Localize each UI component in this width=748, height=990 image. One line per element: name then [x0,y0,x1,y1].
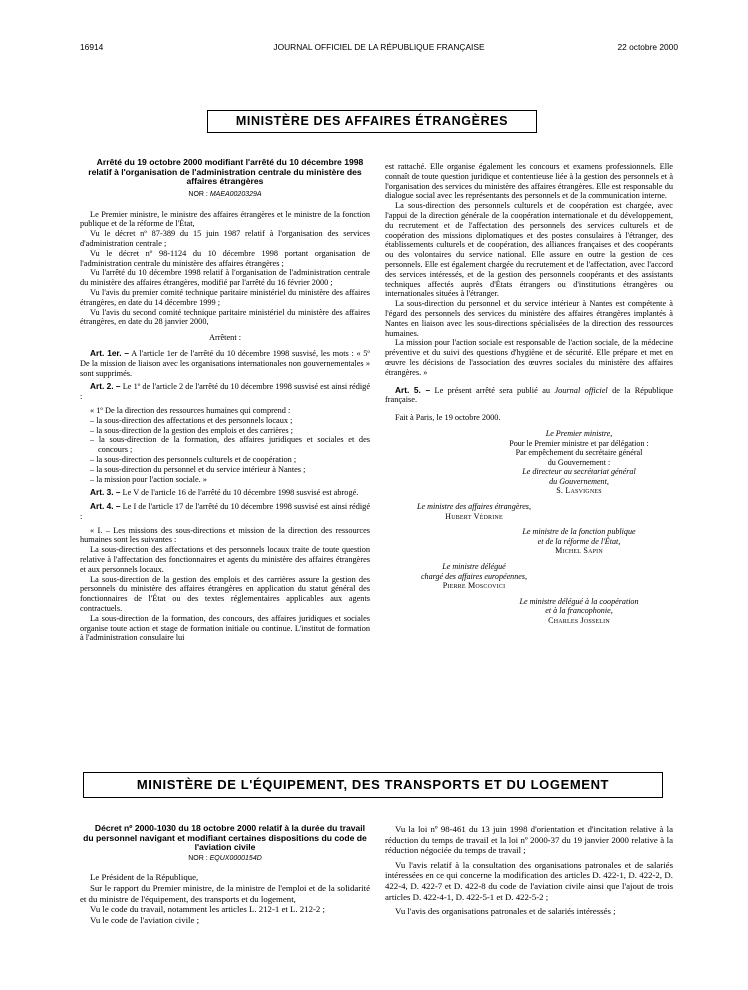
list-item: – la sous-direction des personnels culturels et de coopération ; [90,454,297,464]
section2-right-column [385,824,673,917]
preamble-para: Vu l'arrêté du 10 décembre 1998 relatif à l'organisation de l'administration centrale du ministère des affaires étrangères, modifié par l'arrêté du 16 février 2000 ; [80,268,370,288]
arretent: Arrêtent : [208,333,242,343]
body-para: La mission pour l'action sociale est responsable de l'action sociale, de la médecine préventive et du suivi des questions d'hygiène et de sécurité. Elle prépare et met en œuvre les décisions de l'association des œuvres sociales du ministère des affaires étrangères. » [385,338,673,377]
signature-ministre-affaires-etrangeres: Le ministre des affaires étrangères, Hubert Védrine [417,502,531,521]
ministry-heading-affaires-etrangeres: MINISTÈRE DES AFFAIRES ÉTRANGÈRES [207,110,537,133]
article-4-para: La sous-direction de la gestion des emplois et des carrières assure la gestion des personnels du ministère des affaires étrangères en application du statut général des fonctionnaires de l'État ou des textes réglementaires applicables aux agents contractuels. [80,574,370,614]
article-3: Art. 3. – Le V de l'article 16 de l'arrêté du 10 décembre 1998 susvisé est abrogé. [90,487,359,498]
preamble-para: Vu l'avis du premier comité technique paritaire ministériel du ministère des affaires étrangères, en date du 14 décembre 1999 ; [80,287,370,307]
page-header [80,42,678,56]
signature-ministre-cooperation: Le ministre délégué à la coopération et à la francophonie, Charles Josselin [519,596,639,626]
section2-left-column [80,824,370,925]
nor-reference: NOR : EQUX0000154D [188,854,262,862]
sub-direction-list [80,416,370,485]
ministry-heading-equipement: MINISTÈRE DE L'ÉQUIPEMENT, DES TRANSPORTS ET DU LOGEMENT [83,772,663,798]
body-para: Vu le code du travail, notamment les articles L. 212-1 et L. 212-2 ; [90,904,325,915]
continued-para: est rattaché. Elle organise également les concours et examens professionnels. Elle connaît de toute question juridique et contentieuse liée à la gestion des personnels et à l'organisation des services du ministère des affaires étrangères. Elle est responsable du dialogue social avec les représentants des personnels et de la communication interne. [385,162,673,201]
list-item: – la mission pour l'action sociale. » [90,474,207,484]
preamble-para: Vu le décret nº 87-389 du 15 juin 1987 relatif à l'organisation des services d'administration centrale ; [80,229,370,248]
body-para: Vu le code de l'aviation civile ; [90,914,200,925]
list-item: – la sous-direction du personnel et du service intérieur à Nantes ; [90,464,306,474]
preamble-para: Le Premier ministre, le ministre des affaires étrangères et le ministre de la fonction publique et de la réforme de l'État, [80,209,370,229]
body-para: La sous-direction du personnel et du service intérieur à Nantes est compétente à l'égard des personnels des services du ministère des affaires étrangères implantés à Nantes en liaison avec les sous-directions spécialisées de la direction des ressources humaines. [385,299,673,338]
preamble-para: Vu l'avis du second comité technique paritaire ministériel du ministère des affaires étrangères, en date du 28 janvier 2000, [80,307,370,327]
article-5: Art. 5. – Le présent arrêté sera publié au Journal officiel de la République française. [385,384,674,405]
article-2-quote: « 1º De la direction des ressources humaines qui comprend : [90,405,291,415]
article-4-para: « I. – Les missions des sous-directions et mission de la direction des ressources humaines sont les suivantes : [80,525,370,545]
section1-left-column [80,158,370,643]
list-item: – la sous-direction de la gestion des emplois et des carrières ; [90,425,293,435]
list-item: – la sous-direction des affectations et des personnels locaux ; [90,415,293,425]
article-4-para: La sous-direction des affectations et des personnels locaux traite de toute question relative à l'affectation des fonctionnaires et agents du ministère des affaires étrangères et aux personnels locaux. [80,545,370,574]
body-para: Le Président de la République, [90,872,199,883]
body-para: Vu l'avis des organisations patronales et de salariés intéressés ; [395,906,616,917]
signature-premier-ministre: Le Premier ministre, Pour le Premier ministre et par délégation : Par empêchement du secrétaire général du Gouvernement : Le directeur au secrétariat général du Gouvernement, S. Lasvignes [509,428,649,496]
article-4: Art. 4. – Le I de l'article 17 de l'arrêté du 10 décembre 1998 susvisé est ainsi rédigé : [80,501,370,521]
article-4-para: La sous-direction de la formation, des concours, des affaires juridiques et sociales organise toute action et stage de formation initiale ou continue. L'institut de formation à l'administration consulaire lui [80,613,370,643]
signature-ministre-affaires-europeennes: Le ministre délégué chargé des affaires européennes, Pierre Moscovici [420,562,528,591]
signature-ministre-fonction-publique: Le ministre de la fonction publique et de la réforme de l'État, Michel Sapin [522,527,636,556]
list-item: – la sous-direction de la formation, des affaires juridiques et sociales et des concours ; [90,435,370,455]
article-1: Art. 1er. – A l'article 1er de l'arrêté du 10 décembre 1998 susvisé, les mots : « 5º De la mission de liaison avec les organisations internationales non gouvernementales » sont supprimés. [80,347,370,378]
body-para: Sur le rapport du Premier ministre, de la ministre de l'emploi et de la solidarité et du ministre de l'équipement, des transports et du logement, [80,882,370,904]
body-para: Vu l'avis relatif à la consultation des organisations patronales et de salariés intéressées en ce qui concerne la modification des articles D. 422-1, D. 422-2, D. 422-4, D. 422-7 et D. 422-8 du code de l'aviation civile ainsi que l'ajout de trois articles D. 422-4-1, D. 422-5-1 et D. 422-5-2 ; [385,859,673,902]
section1-right-column [385,162,673,626]
decret-title: Décret nº 2000-1030 du 18 octobre 2000 relatif à la durée du travail du personnel navigant et modifiant certaines dispositions du code de l'aviation civile [83,823,367,853]
publication-date: 22 octobre 2000 [617,42,678,52]
body-para: Vu la loi nº 98-461 du 13 juin 1998 d'orientation et d'incitation relative à la réduction du temps de travail et la loi nº 2000-37 du 19 janvier 2000 relative à la réduction négociée du temps de travail ; [385,824,673,856]
nor-reference: NOR : MAEA0020329A [188,190,262,198]
page-number: 16914 [80,42,104,52]
arrete-title: Arrêté du 19 octobre 2000 modifiant l'arrêté du 10 décembre 1998 relatif à l'organisation de l'administration centrale du ministère des affaires étrangères [88,157,364,187]
fait-a-paris: Fait à Paris, le 19 octobre 2000. [395,413,501,423]
article-2: Art. 2. – Le 1º de l'article 2 de l'arrêté du 10 décembre 1998 susvisé est ainsi rédigé : [80,381,371,402]
preamble-para: Vu le décret nº 98-1124 du 10 décembre 1998 portant organisation de l'administration centrale du ministère des affaires étrangères ; [80,248,370,268]
body-para: La sous-direction des personnels culturels et de coopération est chargée, avec l'appui de la direction générale de la coopération internationale et du développement, du recrutement et de l'affectation des personnels des services culturels et de coopération des missions diplomatiques et des postes consulaires à l'étranger, des établissements culturels et de coopération, des alliances françaises et des coopérants ou des volontaires du service national. Elle assure en outre la gestion de ces personnels. Elle est également chargée du recrutement et de l'affectation, avec l'accord des services intéressés, et de la gestion des personnels coopérants et des assistants techniques affectés auprès d'États étrangers ou d'institutions étrangères ou internationales situées à l'étranger. [385,201,673,299]
journal-title: JOURNAL OFFICIEL DE LA RÉPUBLIQUE FRANÇAISE [273,42,485,52]
